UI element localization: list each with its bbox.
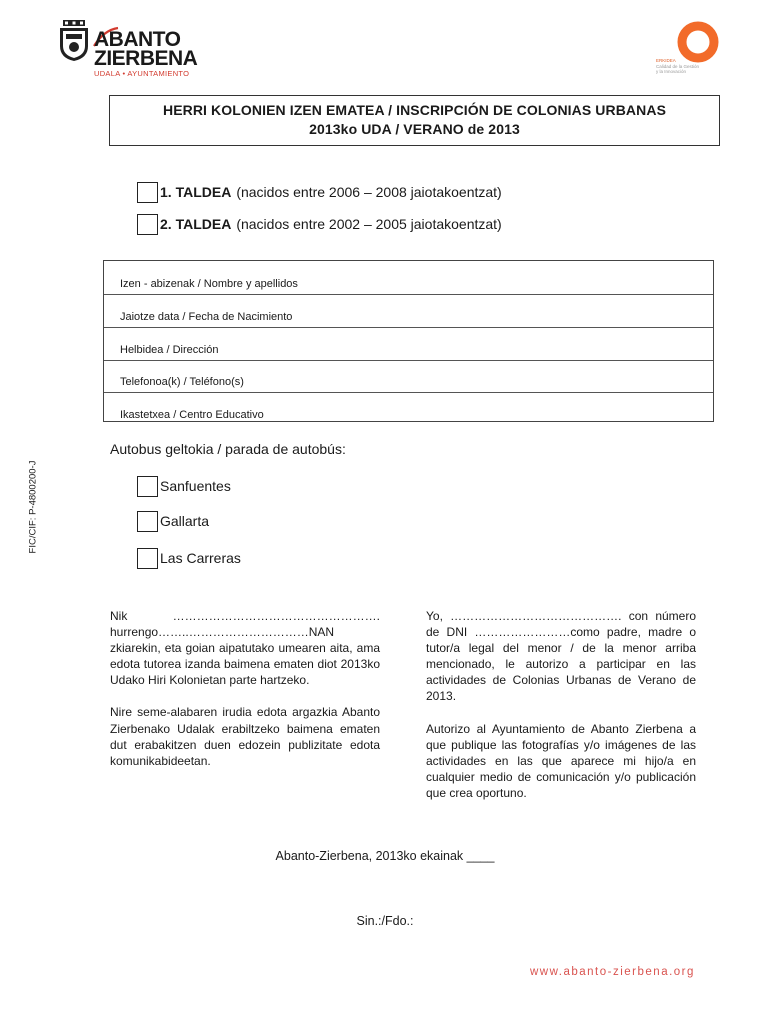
gallarta-checkbox[interactable] [137, 511, 158, 532]
las-carreras-checkbox[interactable] [137, 548, 158, 569]
bus-option-sanfuentes[interactable] [137, 475, 231, 497]
group-2-checkbox[interactable] [137, 214, 158, 235]
group-1-checkbox[interactable] [137, 182, 158, 203]
quality-label-3: y la Innovación [656, 69, 687, 74]
tax-id-code: FIC/CIF: P-4800200-J [27, 460, 39, 554]
quality-label-2: Calidad de la Gestión [656, 63, 700, 69]
bus-stop-label: Autobus geltokia / parada de autobús: [110, 441, 346, 457]
website-link[interactable]: www.abanto-zierbena.org [530, 966, 695, 978]
applicant-form-table [103, 260, 714, 422]
field-school-label: Ikastetxea / Centro Educativo [120, 409, 264, 421]
logo-line-2: ZIERBENA [94, 47, 198, 70]
quality-label [656, 58, 736, 75]
field-name-label: Izen - abizenak / Nombre y apellidos [120, 278, 298, 290]
consent-basque-image: Nire seme-alabaren irudia edota argazkia Abanto Zierbenako Udalak erabiltzeko baimena ematen dut erabakitzen duen edozein publizitate edota komunikabideetan. [110, 705, 380, 768]
group-1-label: 1. TALDEA [160, 184, 232, 200]
group-2-label: 2. TALDEA [160, 216, 232, 232]
field-phone[interactable] [104, 361, 713, 393]
municipality-logo [94, 30, 214, 78]
coat-of-arms-icon [58, 20, 90, 62]
sanfuentes-label: Sanfuentes [160, 478, 231, 494]
quality-label-1: ERKIDEA [656, 58, 676, 63]
field-birthdate-label: Jaiotze data / Fecha de Nacimiento [120, 311, 293, 323]
logo-subtitle: UDALA • AYUNTAMIENTO [94, 69, 190, 78]
field-name[interactable] [104, 261, 713, 295]
title-line-2: 2013ko UDA / VERANO de 2013 [309, 121, 520, 137]
consent-spanish-participation: Yo, ……………………………………. con número de DNI ……………………como padre, madre o tutor/a legal del menor / de la menor arriba mencionado, le autorizo a participar en las actividades de Colonias Urbanas de Verano de 2013. [426, 609, 696, 704]
field-address[interactable] [104, 328, 713, 361]
sanfuentes-checkbox[interactable] [137, 476, 158, 497]
signature-line: Sin.:/Fdo.: [356, 914, 414, 928]
place-date-line: Abanto-Zierbena, 2013ko ekainak ____ [275, 849, 495, 863]
consent-spanish-image: Autorizo al Ayuntamiento de Abanto Zierbena a que publique las fotografías y/o imágenes de las actividades en las que aparece mi hijo/a en cualquier medio de comunicación y/o publicación que crea oportuno. [426, 721, 696, 800]
consent-basque-column [110, 608, 380, 769]
group-option-1[interactable] [137, 181, 502, 203]
group-2-detail: (nacidos entre 2002 – 2005 jaiotakoentzat) [236, 216, 502, 232]
consent-basque-participation: Nik ……………………………………………. hurrengo……..…………………………NAN zkiarekin, eta goian aipatutako umearen aita, ama edota tutorea izanda baimena ematen diot 2013ko Udako Hiri Kolonietan parte hartzeko. [110, 609, 380, 688]
group-1-detail: (nacidos entre 2006 – 2008 jaiotakoentzat) [236, 184, 502, 200]
bus-option-gallarta[interactable] [137, 510, 209, 532]
logo-line-1: ABANTO [94, 28, 181, 51]
title-line-1: HERRI KOLONIEN IZEN EMATEA / INSCRIPCIÓN DE COLONIAS URBANAS [162, 102, 667, 118]
las-carreras-label: Las Carreras [160, 550, 241, 566]
document-title [109, 95, 720, 146]
field-school[interactable] [104, 393, 713, 421]
consent-spanish-column [426, 608, 696, 801]
field-phone-label: Telefonoa(k) / Teléfono(s) [120, 376, 244, 388]
field-address-label: Helbidea / Dirección [120, 344, 219, 356]
gallarta-label: Gallarta [160, 513, 210, 529]
field-birthdate[interactable] [104, 295, 713, 328]
bus-option-las-carreras[interactable] [137, 547, 241, 569]
group-option-2[interactable] [137, 213, 502, 235]
